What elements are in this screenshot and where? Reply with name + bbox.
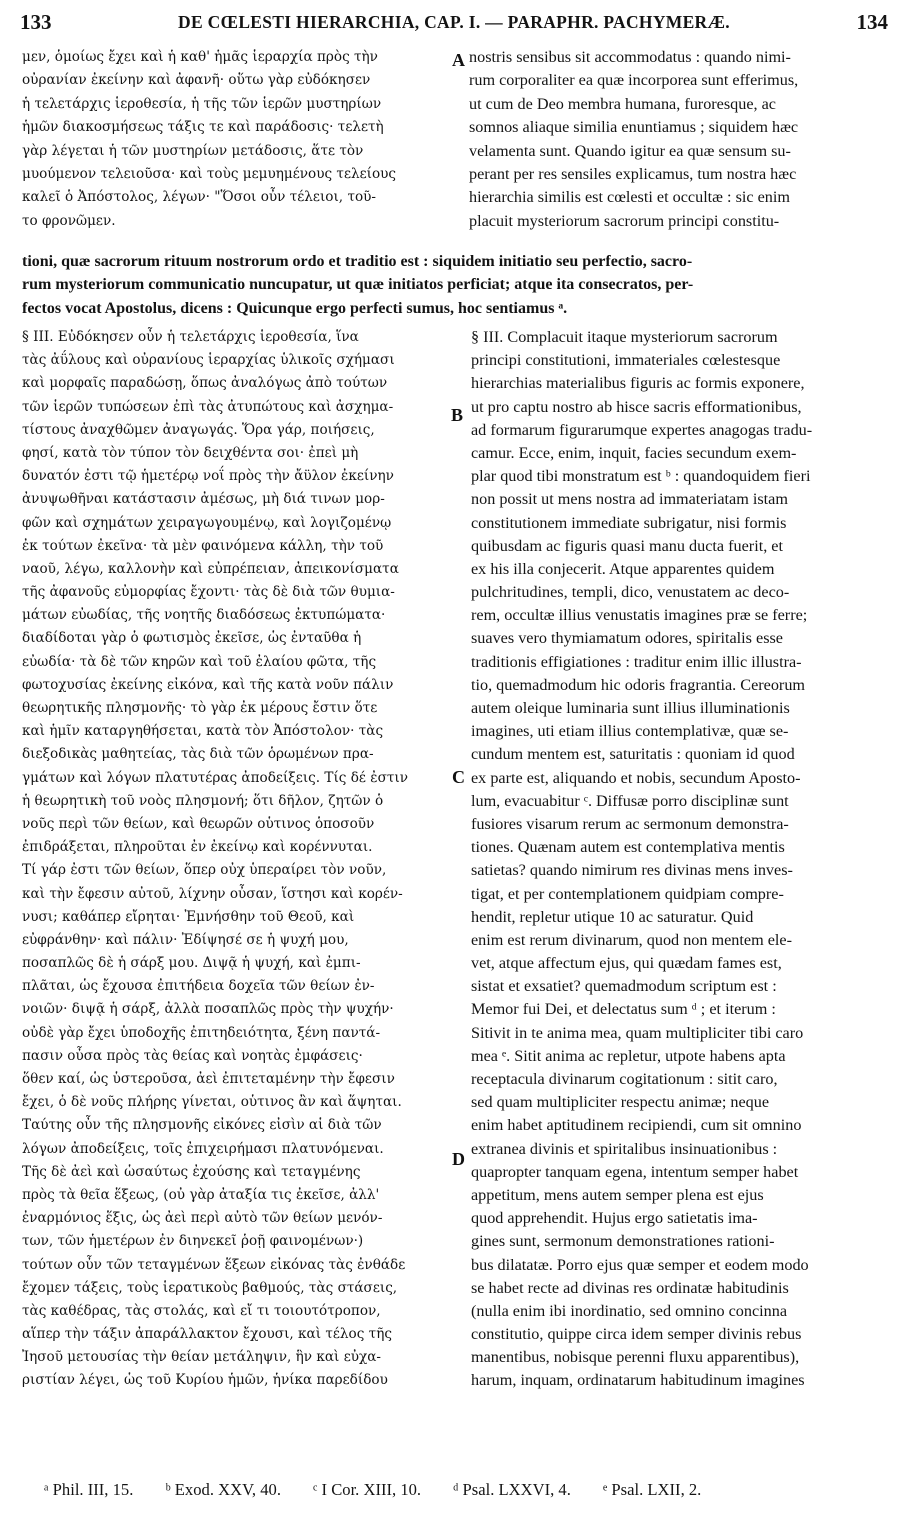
greek-text-line: εὐωδία· τὰ δὲ τῶν κηρῶν καὶ τοῦ ἐλαίου φῶτα, τῆς <box>22 653 377 670</box>
greek-text-line: ἐναρμόνιος ἕξις, ὡς ἀεὶ περὶ αὐτὸ τῶν θείων μενόν- <box>22 1210 383 1227</box>
greek-text-line: ἡ θεωρητικὴ τοῦ νοὸς πλησμονή; ὅτι δῆλον, ζητῶν ὁ <box>22 792 384 809</box>
latin-text-line: appetitum, mens autem semper plena est ejus <box>471 1185 764 1204</box>
greek-text-line: θεωρητικῆς πλησμονῆς· τὸ γὰρ ἐκ μέρους ἔστιν ὅτε <box>22 700 378 716</box>
latin-text-line: placuit mysteriorum sacrorum principi constitu- <box>469 211 780 230</box>
greek-text-line: αἵπερ τὴν τάξιν ἀπαράλλακτον ἔχουσι, καὶ τέλος τῆς <box>22 1326 392 1343</box>
page-number-left: 133 <box>20 10 52 34</box>
greek-text-line: Ταύτης οὖν τῆς πλησμονῆς εἰκόνες εἰσὶν αἱ διὰ τῶν <box>22 1117 382 1134</box>
latin-paragraph-top <box>469 46 891 233</box>
greek-text-line: ἔχομεν τάξεις, τοὺς ἱερατικοὺς βαθμούς, τὰς στάσεις, <box>22 1279 398 1296</box>
greek-text-line: δυνατόν ἐστι τῷ ἡμετέρῳ νοΐ πρὸς τὴν ἄϋλον ἐκείνην <box>22 468 394 485</box>
latin-text-line: ut cum de Deo membra humana, furoresque, ac <box>469 94 776 113</box>
latin-text-line: velamenta sunt. Quando igitur ea quæ sensum su- <box>469 141 791 160</box>
greek-text-line: νοιῶν· διψᾷ ἡ σάρξ, ἀλλὰ ποσαπλῶς πρὸς τὴν ψυχήν· <box>22 1001 394 1018</box>
running-header <box>20 4 888 38</box>
footnotes <box>44 1480 884 1500</box>
footnote: ᵈ Psal. LXXVI, 4. <box>453 1480 571 1499</box>
greek-text-line: διεξοδικὰς μαθητείας, τὰς διὰ τῶν ὁρωμένων πρα- <box>22 746 374 763</box>
greek-text-line: γὰρ λέγεται ἡ τῶν μυστηρίων μετάδοσις, ἅτε τὸν <box>22 142 364 159</box>
latin-text-line: non possit ut mens nostra ad immateriatam istam <box>471 490 788 509</box>
greek-text-line: μυούμενον τελειοῦσα· καὶ τοὺς μεμυημένους τελείους <box>22 165 397 182</box>
latin-text-line: Memor fui Dei, et delectatus sum ᵈ ; et iterum : <box>471 1000 776 1019</box>
greek-text-line: ἐκ τούτων ἐκεῖνα· τὰ μὲν φαινόμενα κάλλη, τὴν τοῦ <box>22 537 384 554</box>
latin-text-line: nostris sensibus sit accommodatus : quando nimi- <box>469 48 791 66</box>
latin-text-line: (nulla enim ibi inordinatio, sed omnino concinna <box>471 1301 788 1320</box>
latin-text-line: fectos vocat Apostolus, dicens : Quicunque ergo perfecti sumus, hoc sentiamus ᵃ. <box>22 299 568 317</box>
greek-text-line: πασιν οὖσα πρὸς τὰς θείας καὶ νοητὰς ἐμφάσεις· <box>22 1047 363 1064</box>
greek-text-line: φῶν καὶ σχημάτων χειραγωγουμένῳ, καὶ λογιζομένῳ <box>22 514 392 531</box>
latin-text-line: principi constitutioni, immateriales cœlestesque <box>471 351 781 370</box>
section-marker-a: A <box>452 50 465 70</box>
greek-text-line: οὐδὲ γὰρ ἔχει ὑποδοχῆς ἐπιτηδειότητα, ξένη παντά- <box>22 1024 381 1041</box>
section-marker-c: C <box>452 767 465 787</box>
latin-text-line: quapropter tanquam egena, intentum semper habet <box>471 1162 799 1181</box>
greek-text-line: ριστίαν λέγει, ὡς τοῦ Κυρίου ἡμῶν, ἡνίκα παρεδίδου <box>22 1372 388 1389</box>
section-marker-d: D <box>452 1149 465 1169</box>
latin-text-line: suaves vero thymiamatum odores, spiritalis esse <box>471 629 783 648</box>
latin-text-line: pulchritudines, templi, dico, venustatem ac deco- <box>471 583 790 602</box>
latin-text-line: quod apprehendit. Hujus ergo satietatis ima- <box>471 1209 758 1228</box>
greek-text-line: μάτων εὐωδίας, τῆς νοητῆς διαδόσεως ἐκτυπώματα· <box>22 607 386 624</box>
latin-paragraph-full-width <box>22 250 892 320</box>
greek-text-line: φησί, κατὰ τὸν τύπον τὸν δειχθέντα σοι· ἐπεὶ μὴ <box>22 444 359 461</box>
greek-text-line: τῶν ἱερῶν τυπώσεων ἐπὶ τὰς ἀτυπώτους καὶ ἀσχημα- <box>22 398 394 415</box>
greek-text-line: ὅθεν καί, ὡς ὑστεροῦσα, ἀεὶ ἐπιτεταμένην τὴν ἔφεσιν <box>22 1071 395 1087</box>
latin-text-line: sed quam multipliciter respectu animæ; neque <box>471 1093 770 1112</box>
greek-text-line: διαδίδοται γὰρ ὁ φωτισμὸς ἐκεῖσε, ὡς ἐνταῦθα ἡ <box>22 630 362 647</box>
greek-text-line: γμάτων καὶ λόγων πλατυτέρας ἀποδείξεις. Τίς δέ ἐστιν <box>22 769 408 786</box>
latin-text-line: Sitivit in te anima mea, quam multipliciter tibi caro <box>471 1023 804 1042</box>
latin-text-line: traditionis effigiationes : traditur enim illic illustra- <box>471 652 802 671</box>
greek-text-line: ἔχει, ὁ δὲ νοῦς πλήρης γίνεται, οὑτινος ἂν καὶ ἅψηται. <box>22 1094 402 1111</box>
greek-text-line: λόγων ἀποδείξεις, τοῖς ἐπιχειρήμασι πλατυνόμεναι. <box>22 1140 384 1157</box>
latin-text-line: quibusdam ac figuris quasi manu ducta fuerit, et <box>471 536 783 555</box>
latin-text-line: ex his illa conjecerit. Atque apparentes quidem <box>471 559 775 578</box>
latin-text-line: ex parte est, aliquando et nobis, secundum Aposto- <box>471 768 801 787</box>
greek-text-line: ποσαπλῶς δὲ ἡ σάρξ μου. Διψᾷ ἡ ψυχή, καὶ ἐμπι- <box>22 955 361 972</box>
latin-text-line: manentibus, nobisque perenni fluxu apparentibus), <box>471 1348 800 1367</box>
latin-text-line: tioni, quæ sacrorum rituum nostrorum ordo et traditio est : siquidem initiatio seu perfectio, sacro- <box>22 253 693 270</box>
greek-text-line: Τῆς δὲ ἀεὶ καὶ ὡσαύτως ἐχούσης καὶ τεταγμένης <box>22 1163 361 1180</box>
latin-text-line: se habet recte ad divinas res ordinatæ habitudinis <box>471 1278 789 1297</box>
latin-text-line: rum mysteriorum communicatio nuncupatur, ut quæ initiatos perficiat; atque ita consecratos, per- <box>22 276 694 294</box>
latin-text-line: hierarchias materialibus figuris ac formis exponere, <box>471 374 805 393</box>
latin-text-line: fusiores visarum rerum ac sermonum demonstra- <box>471 814 789 833</box>
greek-text-line: § III. Εὐδόκησεν οὖν ἡ τελετάρχις ἱεροθεσία, ἵνα <box>22 329 359 345</box>
latin-text-line: tigat, et per contemplationem quidpiam compre- <box>471 884 784 903</box>
greek-text-line: νοῦς περὶ τῶν θείων, καὶ θεωρῶν οὑτινος ὁποσοῦν <box>22 815 375 832</box>
latin-text-line: § III. Complacuit itaque mysteriorum sacrorum <box>471 328 778 346</box>
greek-text-line: καὶ μορφαῖς παραδώσῃ, ὅπως ἀναλόγως ἀπὸ τούτων <box>22 375 388 392</box>
latin-text-line: enim est rerum divinarum, quod non mentem ele- <box>471 930 792 949</box>
greek-text-line: οὐρανίαν ἐκείνην καὶ ἀφανῆ· οὕτω γὰρ εὐδόκησεν <box>22 72 371 89</box>
latin-text-line: hierarchia similis est cœlesti et occultæ : sic enim <box>469 188 790 207</box>
latin-text-line: ad formarum figurarumque expertes anagogas tradu- <box>471 420 813 439</box>
latin-text-line: camur. Ecce, enim, inquit, facies secundum exem- <box>471 443 797 462</box>
greek-text-line: των, τῶν ἡμετέρων ἐν διηνεκεῖ ῥοῇ φαινομένων·) <box>22 1233 364 1250</box>
footnote: ᵇ Exod. XXV, 40. <box>165 1480 281 1499</box>
section-marker-b: B <box>451 405 464 425</box>
latin-text-line: plar quod tibi monstratum est ᵇ : quandoquidem fieri <box>471 467 811 486</box>
greek-text-line: μεν, ὁμοίως ἔχει καὶ ἡ καθ' ἡμᾶς ἱεραρχία πρὸς τὴν <box>22 49 378 65</box>
latin-text-line: bus dilatatæ. Porro ejus quæ semper et eodem modo <box>471 1255 809 1274</box>
latin-text-line: cundum mentem est, saturitatis : quoniam id quod <box>471 745 795 764</box>
greek-text-line: τούτων οὖν τῶν τεταγμένων ἕξεων εἰκόνας τὰς ἐνθάδε <box>22 1256 406 1273</box>
greek-text-line: νυσι; καθάπερ εἴρηται· Ἐμνήσθην τοῦ Θεοῦ, καὶ <box>22 908 355 925</box>
greek-text-line: ἡμῶν διακοσμήσεως τάξις τε καὶ παράδοσις· τελετὴ <box>22 119 384 136</box>
latin-text-line: rum corporaliter ea quæ incorporea sunt efferimus, <box>469 71 799 90</box>
greek-text-line: καὶ ἡμῖν καταργηθήσεται, κατὰ τὸν Ἀπόστολον· τὰς <box>22 723 384 740</box>
latin-text-line: autem oleique luminaria sunt illius illuminationis <box>471 699 790 717</box>
running-title: DE CŒLESTI HIERARCHIA, CAP. I. — PARAPHR. PACHYMERÆ. <box>178 12 730 32</box>
greek-text-line: Τί γάρ ἐστι τῶν θείων, ὅπερ οὐχ ὑπεραίρει τὸν νοῦν, <box>22 862 387 879</box>
greek-text-line: καλεῖ ὁ Ἀπόστολος, λέγων· "Ὅσοι οὖν τέλειοι, τοῦ- <box>22 189 377 206</box>
greek-text-line: πλᾶται, ὡς ἔχουσα ἐπιτήδεια δοχεῖα τῶν θείων ἐν- <box>22 978 375 995</box>
greek-text-line: πρὸς τὰ θεῖα ἕξεως, (οὐ γὰρ ἀταξία τις ἐκεῖσε, ἀλλ' <box>22 1186 380 1203</box>
latin-text-line: imagines, uti etiam illius contemplativæ, quæ se- <box>471 722 789 741</box>
page-number-right: 134 <box>856 10 888 34</box>
greek-text-line: τὰς καθέδρας, τὰς στολάς, καὶ εἴ τι τοιουτότροπον, <box>22 1302 381 1319</box>
greek-column <box>22 326 452 1393</box>
greek-paragraph-top <box>22 46 452 233</box>
latin-text-line: mea ᵉ. Sitit anima ac repletur, utpote habens apta <box>471 1046 786 1065</box>
latin-text-line: vet, atque affectum ejus, qui quædam fames est, <box>471 954 782 973</box>
latin-text-line: somnos aliaque similia enuntiamus ; siquidem hæc <box>469 118 799 137</box>
greek-text-line: ἀνυψωθῆναι κατάστασιν ἀμέσως, μὴ διά τινων μορ- <box>22 491 385 508</box>
latin-text-line: lum, evacuabitur ᶜ. Diffusæ porro disciplinæ sunt <box>471 791 789 810</box>
greek-text-line: ἡ τελετάρχις ἱεροθεσία, ἡ τῆς τῶν ἱερῶν μυστηρίων <box>22 95 382 112</box>
greek-text-line: καὶ τὴν ἔφεσιν αὐτοῦ, λίχνην οὖσαν, ἵστησι καὶ κορέν- <box>22 885 403 902</box>
greek-text-line: εὐφράνθην· καὶ πάλιν· Ἐδίψησέ σε ἡ ψυχή μου, <box>22 931 349 948</box>
latin-text-line: tio, quemadmodum hic odoris fragrantia. Cereorum <box>471 675 806 694</box>
latin-text-line: rem, occultæ illius venustatis imagines præ se ferre; <box>471 606 808 625</box>
latin-column <box>471 326 893 1393</box>
footnote: ᵉ Psal. LXII, 2. <box>603 1480 702 1499</box>
latin-text-line: constitutionem immediate subrigatur, nisi formis <box>471 513 787 532</box>
footnote: ᵃ Phil. III, 15. <box>44 1480 134 1499</box>
latin-text-line: perant per res sensiles explicamus, tum nostra hæc <box>469 164 797 183</box>
greek-text-line: ἐπιδράξεται, πληροῦται ἐν ἐκείνῳ καὶ κορέννυται. <box>22 839 373 856</box>
greek-text-line: ναοῦ, λέγω, καλλονὴν καὶ εὐπρέπειαν, ἀπεικονίσματα <box>22 560 399 577</box>
latin-text-line: ut pro captu nostro ab hisce sacris efformationibus, <box>471 397 802 416</box>
footnote: ᶜ I Cor. XIII, 10. <box>313 1480 422 1499</box>
greek-text-line: τίστους ἀναχθῶμεν ἀναγωγάς. Ὅρα γάρ, ποιήσεις, <box>22 421 375 438</box>
latin-text-line: extranea divinis et spiritalibus insinuationibus : <box>471 1139 778 1158</box>
latin-text-line: sistat et exsatiet? quemadmodum scriptum est : <box>471 977 777 996</box>
greek-text-line: φωτοχυσίας ἐκείνης εἰκόνα, καὶ τῆς κατὰ νοῦν πάλιν <box>22 676 394 693</box>
latin-text-line: satietas? quando nimirum res divinas mens inves- <box>471 861 793 880</box>
latin-text-line: enim habet aptitudinem recipiendi, cum sit omnino <box>471 1116 802 1135</box>
greek-text-line: Ἰησοῦ μετουσίας τὴν θείαν μετάληψιν, ἣν καὶ εὐχα- <box>22 1349 382 1366</box>
greek-text-line: το φρονῶμεν. <box>22 212 116 229</box>
latin-text-line: constitutio, quippe circa idem semper divinis rebus <box>471 1325 802 1344</box>
greek-text-line: τὰς ἀΰλους καὶ οὐρανίους ἱεραρχίας ὑλικοῖς σχήμασι <box>22 352 395 369</box>
latin-text-line: harum, inquam, ordinatarum habitudinum imagines <box>471 1371 805 1390</box>
latin-text-line: tiones. Quænam autem est contemplativa mentis <box>471 838 785 857</box>
greek-text-line: τῆς ἀφανοῦς εὐμορφίας ἔχοντι· τὰς δὲ διὰ τῶν θυμια- <box>22 584 395 601</box>
latin-text-line: gines sunt, sermonum demonstrationes rationi- <box>471 1232 775 1251</box>
latin-text-line: hendit, repletur utique 10 ac saturatur. Quid <box>471 907 754 926</box>
latin-text-line: receptacula divinarum cogitationum : sitit caro, <box>471 1070 778 1088</box>
